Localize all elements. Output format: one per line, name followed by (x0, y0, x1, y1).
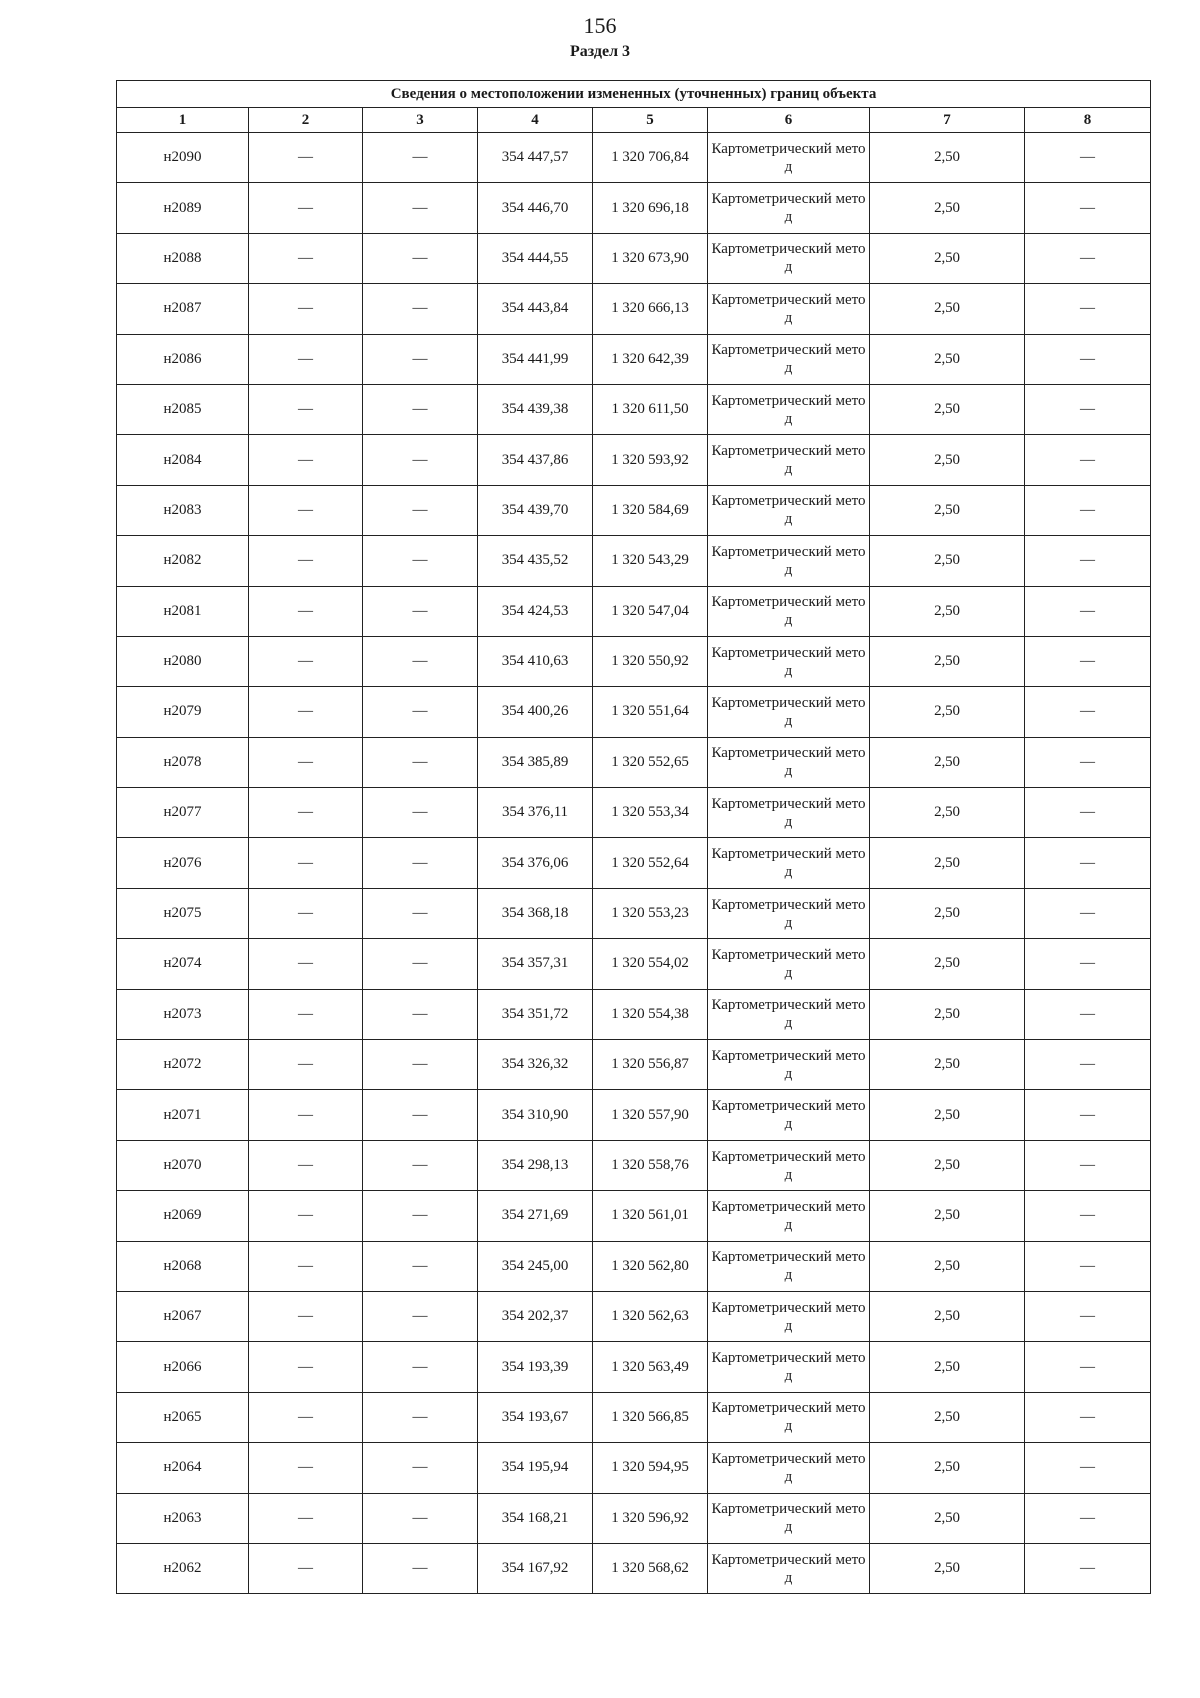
cell-point-id: н2085 (117, 384, 249, 434)
cell-col-2: — (249, 133, 363, 183)
cell-col-2: — (249, 939, 363, 989)
cell-x-coordinate: 354 326,32 (478, 1040, 593, 1090)
cell-x-coordinate: 354 368,18 (478, 888, 593, 938)
cell-accuracy: 2,50 (870, 1493, 1025, 1543)
cell-y-coordinate: 1 320 554,38 (593, 989, 708, 1039)
column-number-1: 1 (117, 108, 249, 133)
coordinates-table (116, 80, 1151, 1594)
cell-point-id: н2067 (117, 1291, 249, 1341)
cell-col-3: — (363, 1191, 478, 1241)
cell-y-coordinate: 1 320 554,02 (593, 939, 708, 989)
table-row (117, 1191, 1151, 1241)
cell-col-2: — (249, 1040, 363, 1090)
cell-accuracy: 2,50 (870, 1241, 1025, 1291)
cell-col-2: — (249, 435, 363, 485)
cell-accuracy: 2,50 (870, 1090, 1025, 1140)
cell-col-3: — (363, 737, 478, 787)
cell-col-2: — (249, 1241, 363, 1291)
cell-col-2: — (249, 334, 363, 384)
cell-x-coordinate: 354 400,26 (478, 687, 593, 737)
cell-col-8: — (1025, 1040, 1151, 1090)
cell-x-coordinate: 354 357,31 (478, 939, 593, 989)
cell-method: Картометрический метод (708, 384, 870, 434)
cell-point-id: н2066 (117, 1342, 249, 1392)
cell-accuracy: 2,50 (870, 838, 1025, 888)
column-number-7: 7 (870, 108, 1025, 133)
table-row (117, 1291, 1151, 1341)
cell-y-coordinate: 1 320 547,04 (593, 586, 708, 636)
cell-x-coordinate: 354 271,69 (478, 1191, 593, 1241)
cell-y-coordinate: 1 320 594,95 (593, 1443, 708, 1493)
table-row (117, 1241, 1151, 1291)
cell-method: Картометрический метод (708, 737, 870, 787)
cell-col-2: — (249, 1140, 363, 1190)
cell-x-coordinate: 354 202,37 (478, 1291, 593, 1341)
cell-col-3: — (363, 1140, 478, 1190)
cell-col-3: — (363, 435, 478, 485)
cell-col-3: — (363, 284, 478, 334)
cell-method: Картометрический метод (708, 233, 870, 283)
cell-method: Картометрический метод (708, 888, 870, 938)
cell-col-2: — (249, 989, 363, 1039)
cell-accuracy: 2,50 (870, 1443, 1025, 1493)
table-row (117, 939, 1151, 989)
table-row (117, 183, 1151, 233)
cell-col-2: — (249, 888, 363, 938)
cell-col-3: — (363, 1443, 478, 1493)
cell-method: Картометрический метод (708, 989, 870, 1039)
cell-accuracy: 2,50 (870, 1140, 1025, 1190)
cell-x-coordinate: 354 435,52 (478, 536, 593, 586)
cell-point-id: н2070 (117, 1140, 249, 1190)
cell-accuracy: 2,50 (870, 1543, 1025, 1593)
cell-x-coordinate: 354 376,06 (478, 838, 593, 888)
cell-col-3: — (363, 586, 478, 636)
cell-y-coordinate: 1 320 552,64 (593, 838, 708, 888)
cell-y-coordinate: 1 320 552,65 (593, 737, 708, 787)
cell-x-coordinate: 354 439,38 (478, 384, 593, 434)
cell-col-2: — (249, 1493, 363, 1543)
column-number-5: 5 (593, 108, 708, 133)
cell-col-2: — (249, 687, 363, 737)
cell-accuracy: 2,50 (870, 133, 1025, 183)
cell-col-3: — (363, 133, 478, 183)
cell-method: Картометрический метод (708, 1493, 870, 1543)
cell-col-2: — (249, 1392, 363, 1442)
table-row (117, 1040, 1151, 1090)
cell-col-2: — (249, 586, 363, 636)
cell-y-coordinate: 1 320 553,34 (593, 788, 708, 838)
cell-col-2: — (249, 1543, 363, 1593)
cell-col-8: — (1025, 1241, 1151, 1291)
cell-y-coordinate: 1 320 556,87 (593, 1040, 708, 1090)
cell-col-8: — (1025, 1090, 1151, 1140)
cell-col-2: — (249, 1090, 363, 1140)
table-row (117, 1543, 1151, 1593)
cell-col-8: — (1025, 284, 1151, 334)
cell-col-8: — (1025, 888, 1151, 938)
cell-col-2: — (249, 737, 363, 787)
cell-col-8: — (1025, 737, 1151, 787)
cell-method: Картометрический метод (708, 284, 870, 334)
cell-point-id: н2088 (117, 233, 249, 283)
cell-method: Картометрический метод (708, 636, 870, 686)
cell-x-coordinate: 354 437,86 (478, 435, 593, 485)
cell-x-coordinate: 354 245,00 (478, 1241, 593, 1291)
cell-point-id: н2089 (117, 183, 249, 233)
cell-accuracy: 2,50 (870, 334, 1025, 384)
cell-col-3: — (363, 788, 478, 838)
cell-method: Картометрический метод (708, 939, 870, 989)
cell-col-8: — (1025, 183, 1151, 233)
table-body (117, 133, 1151, 1594)
cell-col-3: — (363, 334, 478, 384)
cell-x-coordinate: 354 195,94 (478, 1443, 593, 1493)
cell-col-2: — (249, 384, 363, 434)
cell-col-3: — (363, 1342, 478, 1392)
cell-col-3: — (363, 1392, 478, 1442)
cell-accuracy: 2,50 (870, 1191, 1025, 1241)
cell-point-id: н2079 (117, 687, 249, 737)
cell-y-coordinate: 1 320 666,13 (593, 284, 708, 334)
cell-y-coordinate: 1 320 543,29 (593, 536, 708, 586)
table-row (117, 536, 1151, 586)
cell-point-id: н2068 (117, 1241, 249, 1291)
cell-point-id: н2065 (117, 1392, 249, 1442)
cell-y-coordinate: 1 320 562,80 (593, 1241, 708, 1291)
cell-y-coordinate: 1 320 553,23 (593, 888, 708, 938)
cell-y-coordinate: 1 320 584,69 (593, 485, 708, 535)
cell-method: Картометрический метод (708, 1291, 870, 1341)
cell-col-8: — (1025, 1191, 1151, 1241)
cell-y-coordinate: 1 320 557,90 (593, 1090, 708, 1140)
cell-col-8: — (1025, 939, 1151, 989)
cell-accuracy: 2,50 (870, 1392, 1025, 1442)
cell-col-2: — (249, 1443, 363, 1493)
cell-col-8: — (1025, 536, 1151, 586)
cell-col-3: — (363, 989, 478, 1039)
cell-x-coordinate: 354 439,70 (478, 485, 593, 535)
section-title: Раздел 3 (569, 43, 631, 60)
cell-point-id: н2080 (117, 636, 249, 686)
cell-col-3: — (363, 1291, 478, 1341)
cell-accuracy: 2,50 (870, 888, 1025, 938)
cell-col-8: — (1025, 1291, 1151, 1341)
cell-col-3: — (363, 939, 478, 989)
cell-accuracy: 2,50 (870, 183, 1025, 233)
cell-accuracy: 2,50 (870, 1291, 1025, 1341)
table-row (117, 1140, 1151, 1190)
cell-x-coordinate: 354 310,90 (478, 1090, 593, 1140)
table-row (117, 334, 1151, 384)
table-row (117, 284, 1151, 334)
table-row (117, 435, 1151, 485)
cell-col-2: — (249, 1191, 363, 1241)
cell-y-coordinate: 1 320 562,63 (593, 1291, 708, 1341)
cell-point-id: н2077 (117, 788, 249, 838)
cell-method: Картометрический метод (708, 435, 870, 485)
cell-accuracy: 2,50 (870, 788, 1025, 838)
cell-x-coordinate: 354 424,53 (478, 586, 593, 636)
cell-point-id: н2074 (117, 939, 249, 989)
table-row (117, 233, 1151, 283)
table-row (117, 1090, 1151, 1140)
cell-col-8: — (1025, 485, 1151, 535)
cell-x-coordinate: 354 168,21 (478, 1493, 593, 1543)
cell-y-coordinate: 1 320 558,76 (593, 1140, 708, 1190)
cell-method: Картометрический метод (708, 1543, 870, 1593)
page-number: 156 (583, 13, 617, 38)
table-row (117, 838, 1151, 888)
cell-method: Картометрический метод (708, 838, 870, 888)
table-row (117, 384, 1151, 434)
cell-col-3: — (363, 1543, 478, 1593)
cell-col-8: — (1025, 838, 1151, 888)
cell-x-coordinate: 354 410,63 (478, 636, 593, 686)
table-row (117, 888, 1151, 938)
table-row (117, 1443, 1151, 1493)
cell-point-id: н2084 (117, 435, 249, 485)
cell-method: Картометрический метод (708, 1191, 870, 1241)
cell-col-2: — (249, 1291, 363, 1341)
table-row (117, 133, 1151, 183)
cell-method: Картометрический метод (708, 1140, 870, 1190)
cell-x-coordinate: 354 167,92 (478, 1543, 593, 1593)
cell-point-id: н2062 (117, 1543, 249, 1593)
cell-y-coordinate: 1 320 563,49 (593, 1342, 708, 1392)
cell-y-coordinate: 1 320 706,84 (593, 133, 708, 183)
cell-accuracy: 2,50 (870, 435, 1025, 485)
cell-col-8: — (1025, 1342, 1151, 1392)
cell-method: Картометрический метод (708, 687, 870, 737)
cell-accuracy: 2,50 (870, 687, 1025, 737)
cell-point-id: н2082 (117, 536, 249, 586)
cell-y-coordinate: 1 320 568,62 (593, 1543, 708, 1593)
table-caption: Сведения о местоположении измененных (уточненных) границ объекта (117, 81, 1151, 108)
cell-col-3: — (363, 888, 478, 938)
cell-col-2: — (249, 788, 363, 838)
column-number-8: 8 (1025, 108, 1151, 133)
cell-y-coordinate: 1 320 611,50 (593, 384, 708, 434)
cell-col-3: — (363, 1040, 478, 1090)
cell-col-8: — (1025, 788, 1151, 838)
cell-col-8: — (1025, 384, 1151, 434)
cell-method: Картометрический метод (708, 334, 870, 384)
cell-y-coordinate: 1 320 696,18 (593, 183, 708, 233)
cell-y-coordinate: 1 320 550,92 (593, 636, 708, 686)
table-row (117, 1342, 1151, 1392)
table-row (117, 788, 1151, 838)
cell-col-3: — (363, 636, 478, 686)
cell-point-id: н2083 (117, 485, 249, 535)
cell-point-id: н2078 (117, 737, 249, 787)
cell-col-2: — (249, 636, 363, 686)
cell-col-8: — (1025, 435, 1151, 485)
cell-col-3: — (363, 485, 478, 535)
cell-point-id: н2063 (117, 1493, 249, 1543)
cell-accuracy: 2,50 (870, 737, 1025, 787)
cell-accuracy: 2,50 (870, 939, 1025, 989)
cell-col-8: — (1025, 1493, 1151, 1543)
cell-col-3: — (363, 233, 478, 283)
column-number-6: 6 (708, 108, 870, 133)
cell-x-coordinate: 354 443,84 (478, 284, 593, 334)
cell-accuracy: 2,50 (870, 485, 1025, 535)
table-row (117, 485, 1151, 535)
cell-col-2: — (249, 284, 363, 334)
cell-col-3: — (363, 384, 478, 434)
cell-point-id: н2072 (117, 1040, 249, 1090)
cell-point-id: н2090 (117, 133, 249, 183)
table-row (117, 1392, 1151, 1442)
cell-col-8: — (1025, 1140, 1151, 1190)
cell-col-8: — (1025, 334, 1151, 384)
cell-method: Картометрический метод (708, 1040, 870, 1090)
cell-x-coordinate: 354 351,72 (478, 989, 593, 1039)
table-row (117, 586, 1151, 636)
cell-col-2: — (249, 536, 363, 586)
cell-point-id: н2064 (117, 1443, 249, 1493)
cell-col-8: — (1025, 1443, 1151, 1493)
cell-col-3: — (363, 1241, 478, 1291)
cell-method: Картометрический метод (708, 133, 870, 183)
cell-point-id: н2071 (117, 1090, 249, 1140)
cell-col-3: — (363, 183, 478, 233)
cell-x-coordinate: 354 385,89 (478, 737, 593, 787)
cell-col-8: — (1025, 233, 1151, 283)
cell-x-coordinate: 354 193,67 (478, 1392, 593, 1442)
cell-accuracy: 2,50 (870, 1342, 1025, 1392)
cell-y-coordinate: 1 320 566,85 (593, 1392, 708, 1442)
cell-col-2: — (249, 838, 363, 888)
table-row (117, 687, 1151, 737)
cell-y-coordinate: 1 320 593,92 (593, 435, 708, 485)
cell-y-coordinate: 1 320 561,01 (593, 1191, 708, 1241)
cell-col-8: — (1025, 133, 1151, 183)
cell-col-8: — (1025, 989, 1151, 1039)
cell-col-8: — (1025, 1543, 1151, 1593)
cell-point-id: н2076 (117, 838, 249, 888)
table-row (117, 636, 1151, 686)
cell-y-coordinate: 1 320 551,64 (593, 687, 708, 737)
column-number-3: 3 (363, 108, 478, 133)
cell-col-3: — (363, 838, 478, 888)
cell-col-8: — (1025, 586, 1151, 636)
cell-col-3: — (363, 1493, 478, 1543)
cell-x-coordinate: 354 193,39 (478, 1342, 593, 1392)
cell-method: Картометрический метод (708, 586, 870, 636)
cell-point-id: н2086 (117, 334, 249, 384)
cell-accuracy: 2,50 (870, 636, 1025, 686)
cell-x-coordinate: 354 446,70 (478, 183, 593, 233)
cell-col-3: — (363, 536, 478, 586)
cell-accuracy: 2,50 (870, 586, 1025, 636)
cell-col-8: — (1025, 1392, 1151, 1442)
column-numbers-row (117, 108, 1151, 133)
cell-y-coordinate: 1 320 642,39 (593, 334, 708, 384)
cell-x-coordinate: 354 447,57 (478, 133, 593, 183)
cell-y-coordinate: 1 320 596,92 (593, 1493, 708, 1543)
cell-y-coordinate: 1 320 673,90 (593, 233, 708, 283)
table-row (117, 989, 1151, 1039)
cell-accuracy: 2,50 (870, 284, 1025, 334)
cell-point-id: н2075 (117, 888, 249, 938)
cell-point-id: н2081 (117, 586, 249, 636)
cell-accuracy: 2,50 (870, 989, 1025, 1039)
cell-x-coordinate: 354 441,99 (478, 334, 593, 384)
cell-col-2: — (249, 233, 363, 283)
cell-point-id: н2069 (117, 1191, 249, 1241)
cell-col-3: — (363, 1090, 478, 1140)
cell-method: Картометрический метод (708, 1241, 870, 1291)
cell-accuracy: 2,50 (870, 536, 1025, 586)
cell-method: Картометрический метод (708, 183, 870, 233)
cell-method: Картометрический метод (708, 1090, 870, 1140)
cell-method: Картометрический метод (708, 1392, 870, 1442)
cell-col-8: — (1025, 636, 1151, 686)
cell-point-id: н2087 (117, 284, 249, 334)
cell-col-8: — (1025, 687, 1151, 737)
cell-method: Картометрический метод (708, 1342, 870, 1392)
cell-method: Картометрический метод (708, 1443, 870, 1493)
cell-col-2: — (249, 485, 363, 535)
cell-accuracy: 2,50 (870, 1040, 1025, 1090)
cell-accuracy: 2,50 (870, 384, 1025, 434)
column-number-2: 2 (249, 108, 363, 133)
cell-point-id: н2073 (117, 989, 249, 1039)
table-row (117, 1493, 1151, 1543)
cell-x-coordinate: 354 298,13 (478, 1140, 593, 1190)
cell-method: Картометрический метод (708, 536, 870, 586)
column-number-4: 4 (478, 108, 593, 133)
cell-accuracy: 2,50 (870, 233, 1025, 283)
cell-col-2: — (249, 1342, 363, 1392)
cell-x-coordinate: 354 376,11 (478, 788, 593, 838)
cell-col-2: — (249, 183, 363, 233)
cell-method: Картометрический метод (708, 788, 870, 838)
cell-col-3: — (363, 687, 478, 737)
cell-method: Картометрический метод (708, 485, 870, 535)
cell-x-coordinate: 354 444,55 (478, 233, 593, 283)
table-row (117, 737, 1151, 787)
